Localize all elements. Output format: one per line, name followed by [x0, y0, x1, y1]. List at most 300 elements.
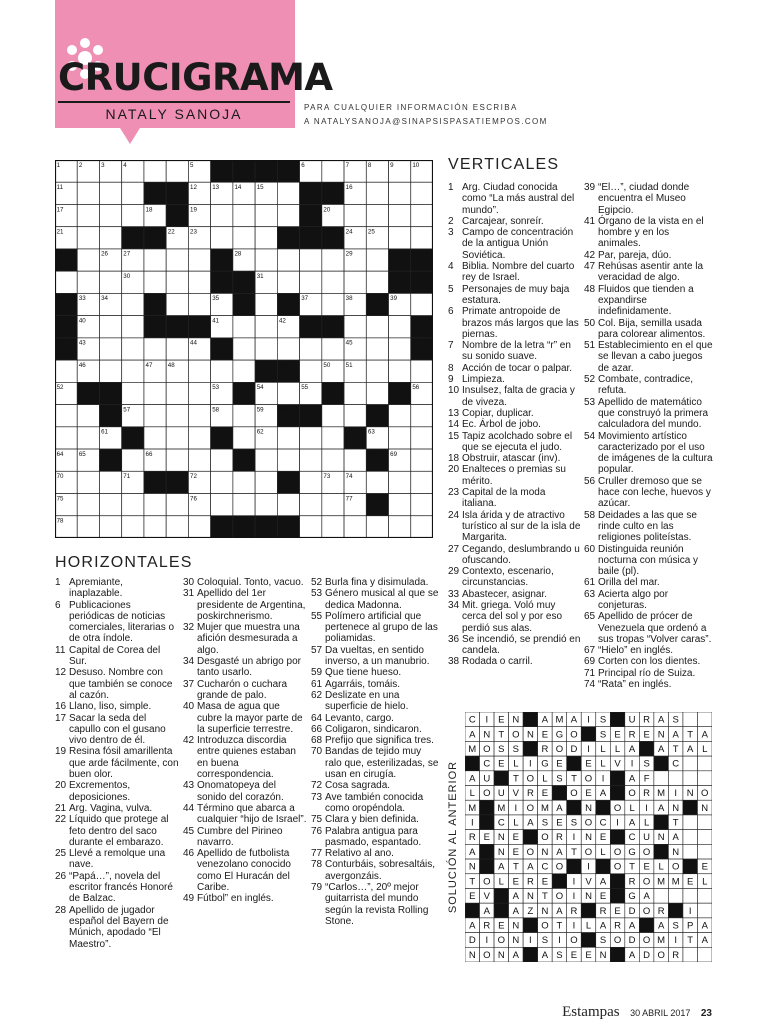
grid-cell[interactable] — [144, 405, 166, 427]
solution-letter: O — [701, 788, 709, 800]
grid-cell[interactable] — [322, 494, 344, 516]
grid-cell[interactable] — [233, 471, 255, 493]
grid-cell[interactable] — [99, 182, 121, 204]
solution-letter: E — [599, 891, 607, 903]
grid-cell[interactable] — [366, 316, 388, 338]
grid-cell[interactable] — [144, 427, 166, 449]
solution-black-cell — [494, 771, 509, 786]
grid-cell[interactable] — [122, 204, 144, 226]
grid-cell[interactable] — [233, 204, 255, 226]
clue-number: 76 — [311, 825, 323, 837]
grid-cell[interactable] — [322, 516, 344, 538]
grid-cell[interactable] — [99, 204, 121, 226]
solution-letter: I — [616, 817, 619, 829]
grid-cell[interactable] — [344, 382, 366, 404]
clue-text: Polímero artificial que pertenece al grupo de las poliamidas. — [325, 610, 438, 645]
solution-letter: N — [526, 891, 534, 903]
clue-item — [584, 216, 714, 250]
solution-letter: A — [570, 714, 578, 726]
clue-item — [448, 589, 582, 600]
grid-cell[interactable] — [389, 405, 411, 427]
solution-letter: N — [512, 920, 520, 932]
solution-cell — [697, 756, 712, 771]
solution-black-cell — [480, 859, 495, 874]
clue-text: Líquido que protege al feto dentro del saco durante el embarazo. — [69, 814, 169, 848]
grid-cell[interactable] — [166, 494, 188, 516]
solution-letter: A — [599, 876, 607, 888]
solution-letter: O — [570, 935, 578, 947]
grid-cell[interactable] — [322, 405, 344, 427]
solution-letter: V — [614, 758, 621, 770]
clue-text: Nombre de la letra “r” en su sonido suave. — [462, 340, 571, 363]
solution-letter: M — [657, 935, 666, 947]
clue-text: Coloquial. Tonto, vacuo. — [197, 577, 304, 588]
grid-cell[interactable] — [389, 204, 411, 226]
grid-cell[interactable] — [144, 382, 166, 404]
grid-black-cell — [233, 271, 255, 293]
grid-cell[interactable] — [77, 427, 99, 449]
grid-cell[interactable] — [277, 449, 299, 471]
grid-black-cell — [277, 227, 299, 249]
grid-clue-number: 68 — [367, 450, 375, 458]
clue-item — [55, 803, 179, 814]
clue-text: Se incendió, se prendió en candela. — [462, 633, 581, 657]
grid-cell[interactable] — [411, 449, 433, 471]
solution-letter: G — [628, 891, 636, 903]
grid-cell[interactable] — [366, 249, 388, 271]
solution-letter: O — [483, 876, 491, 888]
grid-cell[interactable] — [77, 204, 99, 226]
clue-item — [448, 374, 582, 385]
grid-cell[interactable] — [188, 293, 210, 315]
grid-cell[interactable] — [77, 182, 99, 204]
grid-cell[interactable] — [300, 449, 322, 471]
solution-letter: E — [541, 876, 549, 888]
clue-item — [55, 600, 179, 645]
solution-letter: A — [628, 817, 636, 829]
solution-cell — [683, 756, 698, 771]
clue-number: 48 — [584, 283, 596, 295]
grid-cell[interactable] — [255, 449, 277, 471]
grid-cell[interactable] — [255, 494, 277, 516]
grid-cell[interactable] — [188, 271, 210, 293]
solution-letter: S — [541, 817, 549, 829]
grid-cell[interactable] — [411, 204, 433, 226]
grid-cell[interactable] — [77, 405, 99, 427]
clue-text: Enalteces o premias su mérito. — [462, 464, 566, 487]
clue-number: 7 — [448, 340, 454, 352]
grid-clue-number: 24 — [345, 228, 353, 236]
grid-cell[interactable] — [77, 471, 99, 493]
grid-cell[interactable] — [389, 471, 411, 493]
grid-cell[interactable] — [233, 227, 255, 249]
grid-cell[interactable] — [344, 449, 366, 471]
grid-black-cell — [166, 182, 188, 204]
grid-cell[interactable] — [300, 494, 322, 516]
solution-letter: E — [687, 876, 694, 888]
solution-letter: D — [628, 905, 636, 917]
grid-cell[interactable] — [166, 249, 188, 271]
solution-letter: U — [497, 788, 505, 800]
grid-cell[interactable] — [55, 427, 77, 449]
solution-letter: L — [600, 846, 606, 858]
grid-cell[interactable] — [166, 382, 188, 404]
grid-cell[interactable] — [300, 427, 322, 449]
grid-clue-number: 33 — [78, 295, 86, 303]
solution-letter: A — [527, 861, 534, 873]
clue-item — [311, 814, 439, 825]
grid-cell[interactable] — [144, 494, 166, 516]
grid-cell[interactable] — [411, 494, 433, 516]
solution-cell — [683, 815, 698, 830]
grid-cell[interactable] — [233, 494, 255, 516]
grid-cell[interactable] — [322, 427, 344, 449]
grid-cell[interactable] — [166, 449, 188, 471]
clue-item — [183, 803, 307, 826]
grid-cell[interactable] — [211, 494, 233, 516]
grid-cell[interactable] — [344, 316, 366, 338]
horizontales-column-3 — [311, 577, 439, 927]
solution-letter: R — [483, 920, 491, 932]
clue-item — [448, 656, 582, 667]
solution-letter: A — [672, 729, 679, 741]
clue-item — [311, 611, 439, 645]
clue-item — [311, 848, 439, 859]
clue-number: 11 — [55, 644, 66, 656]
grid-cell[interactable] — [77, 227, 99, 249]
grid-cell[interactable] — [144, 516, 166, 538]
solution-letter: A — [512, 949, 520, 961]
solution-letter: A — [556, 846, 563, 858]
grid-cell[interactable] — [255, 249, 277, 271]
grid-black-cell — [389, 382, 411, 404]
grid-cell[interactable] — [188, 427, 210, 449]
grid-cell[interactable] — [300, 271, 322, 293]
grid-cell[interactable] — [389, 516, 411, 538]
solution-black-cell — [552, 874, 567, 889]
clue-item — [584, 250, 714, 261]
grid-cell[interactable] — [99, 227, 121, 249]
grid-clue-number: 44 — [190, 339, 197, 347]
clue-text: Cosa sagrada. — [325, 780, 391, 792]
solution-letter: E — [643, 861, 650, 873]
grid-cell[interactable] — [411, 227, 433, 249]
grid-cell[interactable] — [144, 249, 166, 271]
grid-cell[interactable] — [211, 449, 233, 471]
grid-cell[interactable] — [411, 360, 433, 382]
solution-letter: A — [628, 920, 636, 932]
clue-text: Cegando, deslumbrando u ofuscando. — [462, 543, 580, 566]
solution-black-cell — [610, 830, 625, 845]
clue-item — [584, 261, 714, 284]
grid-cell[interactable] — [122, 360, 144, 382]
grid-clue-number: 16 — [345, 184, 353, 192]
grid-cell[interactable] — [211, 360, 233, 382]
solution-letter: A — [483, 905, 490, 917]
grid-cell[interactable] — [366, 382, 388, 404]
grid-clue-number: 10 — [412, 161, 420, 169]
grid-cell[interactable] — [344, 516, 366, 538]
grid-cell[interactable] — [122, 182, 144, 204]
clue-number: 71 — [584, 667, 596, 679]
clue-number: 16 — [55, 701, 67, 713]
grid-cell[interactable] — [166, 271, 188, 293]
grid-cell[interactable] — [188, 382, 210, 404]
grid-cell[interactable] — [277, 182, 299, 204]
solution-letter: A — [599, 920, 607, 932]
grid-cell[interactable] — [411, 427, 433, 449]
grid-cell[interactable] — [344, 271, 366, 293]
grid-cell[interactable] — [366, 204, 388, 226]
page-footer — [562, 1004, 712, 1021]
solution-cell — [697, 815, 712, 830]
clue-text: Carcajear, sonreír. — [462, 215, 544, 227]
grid-cell[interactable] — [389, 182, 411, 204]
grid-cell[interactable] — [77, 516, 99, 538]
solution-letter: A — [701, 729, 708, 741]
solution-letter: S — [570, 817, 578, 829]
grid-cell[interactable] — [188, 360, 210, 382]
grid-cell[interactable] — [122, 316, 144, 338]
solution-letter: T — [687, 935, 694, 947]
grid-black-cell — [366, 494, 388, 516]
grid-cell[interactable] — [188, 449, 210, 471]
grid-cell[interactable] — [188, 405, 210, 427]
grid-cell[interactable] — [300, 516, 322, 538]
clue-text: Que tiene hueso. — [325, 667, 402, 679]
solution-letter: A — [657, 714, 665, 726]
grid-cell[interactable] — [366, 182, 388, 204]
grid-cell[interactable] — [322, 449, 344, 471]
grid-black-cell — [366, 293, 388, 315]
grid-cell[interactable] — [77, 494, 99, 516]
solution-black-cell — [581, 933, 596, 948]
grid-cell[interactable] — [411, 182, 433, 204]
grid-cell[interactable] — [277, 338, 299, 360]
grid-clue-number: 38 — [345, 295, 353, 303]
solution-letter: I — [485, 935, 489, 947]
solution-black-cell — [654, 756, 669, 771]
grid-cell[interactable] — [233, 338, 255, 360]
solution-letter: I — [674, 788, 677, 800]
grid-cell[interactable] — [322, 338, 344, 360]
grid-cell[interactable] — [344, 204, 366, 226]
solution-letter: A — [628, 949, 636, 961]
grid-cell[interactable] — [166, 293, 188, 315]
grid-clue-number: 69 — [390, 450, 398, 458]
grid-cell[interactable] — [344, 405, 366, 427]
solution-letter: N — [585, 891, 592, 903]
grid-cell[interactable] — [144, 271, 166, 293]
grid-cell[interactable] — [99, 338, 121, 360]
grid-cell[interactable] — [300, 471, 322, 493]
clue-text: Agarráis, tomáis. — [325, 678, 401, 690]
solution-letter: N — [657, 729, 665, 741]
grid-cell[interactable] — [255, 204, 277, 226]
solution-letter: I — [587, 861, 590, 873]
grid-cell[interactable] — [389, 360, 411, 382]
grid-cell[interactable] — [277, 494, 299, 516]
grid-black-cell — [122, 227, 144, 249]
grid-cell[interactable] — [99, 360, 121, 382]
grid-black-cell — [255, 516, 277, 538]
grid-cell[interactable] — [411, 293, 433, 315]
grid-cell[interactable] — [300, 249, 322, 271]
clue-number: 55 — [311, 610, 323, 622]
grid-cell[interactable] — [277, 249, 299, 271]
grid-cell[interactable] — [389, 427, 411, 449]
grid-cell[interactable] — [211, 204, 233, 226]
grid-cell[interactable] — [122, 449, 144, 471]
solution-letter: E — [498, 714, 505, 726]
grid-cell[interactable] — [255, 227, 277, 249]
grid-cell[interactable] — [144, 338, 166, 360]
solution-black-cell — [480, 815, 495, 830]
grid-black-cell — [411, 271, 433, 293]
clue-item — [584, 431, 714, 476]
grid-cell[interactable] — [277, 427, 299, 449]
grid-cell[interactable] — [366, 338, 388, 360]
grid-cell[interactable] — [166, 405, 188, 427]
solution-letter: I — [587, 744, 590, 755]
clue-item — [311, 690, 439, 713]
solution-letter: L — [585, 920, 592, 932]
grid-cell[interactable] — [55, 271, 77, 293]
grid-cell[interactable] — [255, 293, 277, 315]
grid-black-cell — [411, 338, 433, 360]
grid-cell[interactable] — [300, 360, 322, 382]
grid-clue-number: 50 — [323, 361, 331, 369]
grid-cell[interactable] — [389, 227, 411, 249]
grid-cell[interactable] — [277, 204, 299, 226]
grid-cell[interactable] — [122, 494, 144, 516]
grid-cell[interactable] — [211, 471, 233, 493]
grid-cell[interactable] — [233, 405, 255, 427]
solution-letter: L — [702, 876, 708, 888]
clue-text: Capital de la moda italiana. — [462, 487, 546, 510]
grid-clue-number: 78 — [56, 517, 64, 525]
grid-cell[interactable] — [389, 316, 411, 338]
solution-letter: N — [497, 846, 505, 858]
solution-letter: A — [701, 935, 708, 947]
grid-cell[interactable] — [255, 338, 277, 360]
grid-cell[interactable] — [366, 360, 388, 382]
grid-cell[interactable] — [166, 160, 188, 182]
solution-letter: O — [613, 802, 622, 814]
clue-text: Resina fósil amarillenta que arde fácilmente, con buen olor. — [69, 746, 179, 781]
grid-cell[interactable] — [233, 427, 255, 449]
grid-cell[interactable] — [188, 249, 210, 271]
grid-cell[interactable] — [166, 427, 188, 449]
solution-letter: R — [526, 788, 534, 800]
grid-cell[interactable] — [255, 471, 277, 493]
clue-item — [55, 701, 179, 712]
clue-text: Ave también conocida como oropéndola. — [325, 791, 424, 814]
grid-cell[interactable] — [188, 516, 210, 538]
grid-black-cell — [211, 249, 233, 271]
solution-label: SOLUCIÓN AL ANTERIOR — [447, 760, 459, 914]
grid-cell[interactable] — [322, 271, 344, 293]
grid-cell[interactable] — [99, 471, 121, 493]
clue-number: 44 — [183, 802, 195, 814]
grid-cell[interactable] — [122, 516, 144, 538]
grid-cell[interactable] — [99, 516, 121, 538]
grid-cell[interactable] — [166, 338, 188, 360]
solution-letter: A — [541, 714, 549, 726]
grid-cell[interactable] — [122, 382, 144, 404]
grid-cell[interactable] — [366, 471, 388, 493]
grid-cell[interactable] — [211, 227, 233, 249]
clue-text: Desuso. Nombre con que también se conoce al cazón. — [69, 667, 173, 701]
grid-cell[interactable] — [99, 316, 121, 338]
grid-cell[interactable] — [144, 160, 166, 182]
grid-cell[interactable] — [277, 382, 299, 404]
grid-cell[interactable] — [322, 293, 344, 315]
grid-cell[interactable] — [122, 338, 144, 360]
grid-cell[interactable] — [99, 494, 121, 516]
clue-item — [311, 679, 439, 690]
grid-black-cell — [300, 182, 322, 204]
grid-cell[interactable] — [99, 271, 121, 293]
grid-cell[interactable] — [277, 271, 299, 293]
solution-letter: R — [526, 876, 534, 888]
grid-cell[interactable] — [77, 271, 99, 293]
solution-letter: C — [599, 817, 607, 829]
grid-cell[interactable] — [322, 249, 344, 271]
clue-number: 65 — [584, 611, 596, 623]
clue-text: Género musical al que se dedica Madonna. — [325, 588, 439, 611]
clue-item — [55, 577, 179, 600]
solution-letter: O — [541, 920, 549, 932]
grid-clue-number: 5 — [190, 161, 194, 169]
grid-cell[interactable] — [322, 160, 344, 182]
grid-cell[interactable] — [255, 316, 277, 338]
clue-item — [584, 656, 714, 667]
solution-letter: S — [643, 758, 650, 770]
grid-cell[interactable] — [411, 471, 433, 493]
solution-letter: M — [497, 802, 506, 814]
grid-cell[interactable] — [77, 249, 99, 271]
grid-cell[interactable] — [55, 360, 77, 382]
grid-cell[interactable] — [389, 338, 411, 360]
grid-cell[interactable] — [411, 405, 433, 427]
grid-clue-number: 58 — [212, 406, 220, 414]
grid-cell[interactable] — [300, 338, 322, 360]
grid-black-cell — [233, 516, 255, 538]
grid-cell[interactable] — [366, 271, 388, 293]
solution-letter: A — [556, 905, 563, 917]
grid-cell[interactable] — [233, 360, 255, 382]
grid-cell[interactable] — [411, 516, 433, 538]
grid-cell[interactable] — [55, 405, 77, 427]
grid-cell[interactable] — [233, 316, 255, 338]
grid-clue-number: 30 — [123, 272, 131, 280]
clue-text: Acierta algo por conjeturas. — [598, 588, 669, 611]
grid-cell[interactable] — [166, 516, 188, 538]
clue-number: 15 — [448, 430, 460, 442]
grid-cell[interactable] — [122, 293, 144, 315]
crossword-grid[interactable] — [55, 160, 433, 538]
clue-text: Isla árida y de atractivo turístico al sur de la isla de Margarita. — [462, 509, 581, 544]
grid-clue-number: 23 — [190, 228, 197, 236]
solution-cell — [683, 712, 698, 727]
grid-cell[interactable] — [389, 494, 411, 516]
grid-clue-number: 19 — [190, 206, 197, 214]
grid-black-cell — [166, 471, 188, 493]
solution-black-cell — [596, 800, 611, 815]
grid-cell[interactable] — [366, 516, 388, 538]
clue-item — [183, 826, 307, 849]
